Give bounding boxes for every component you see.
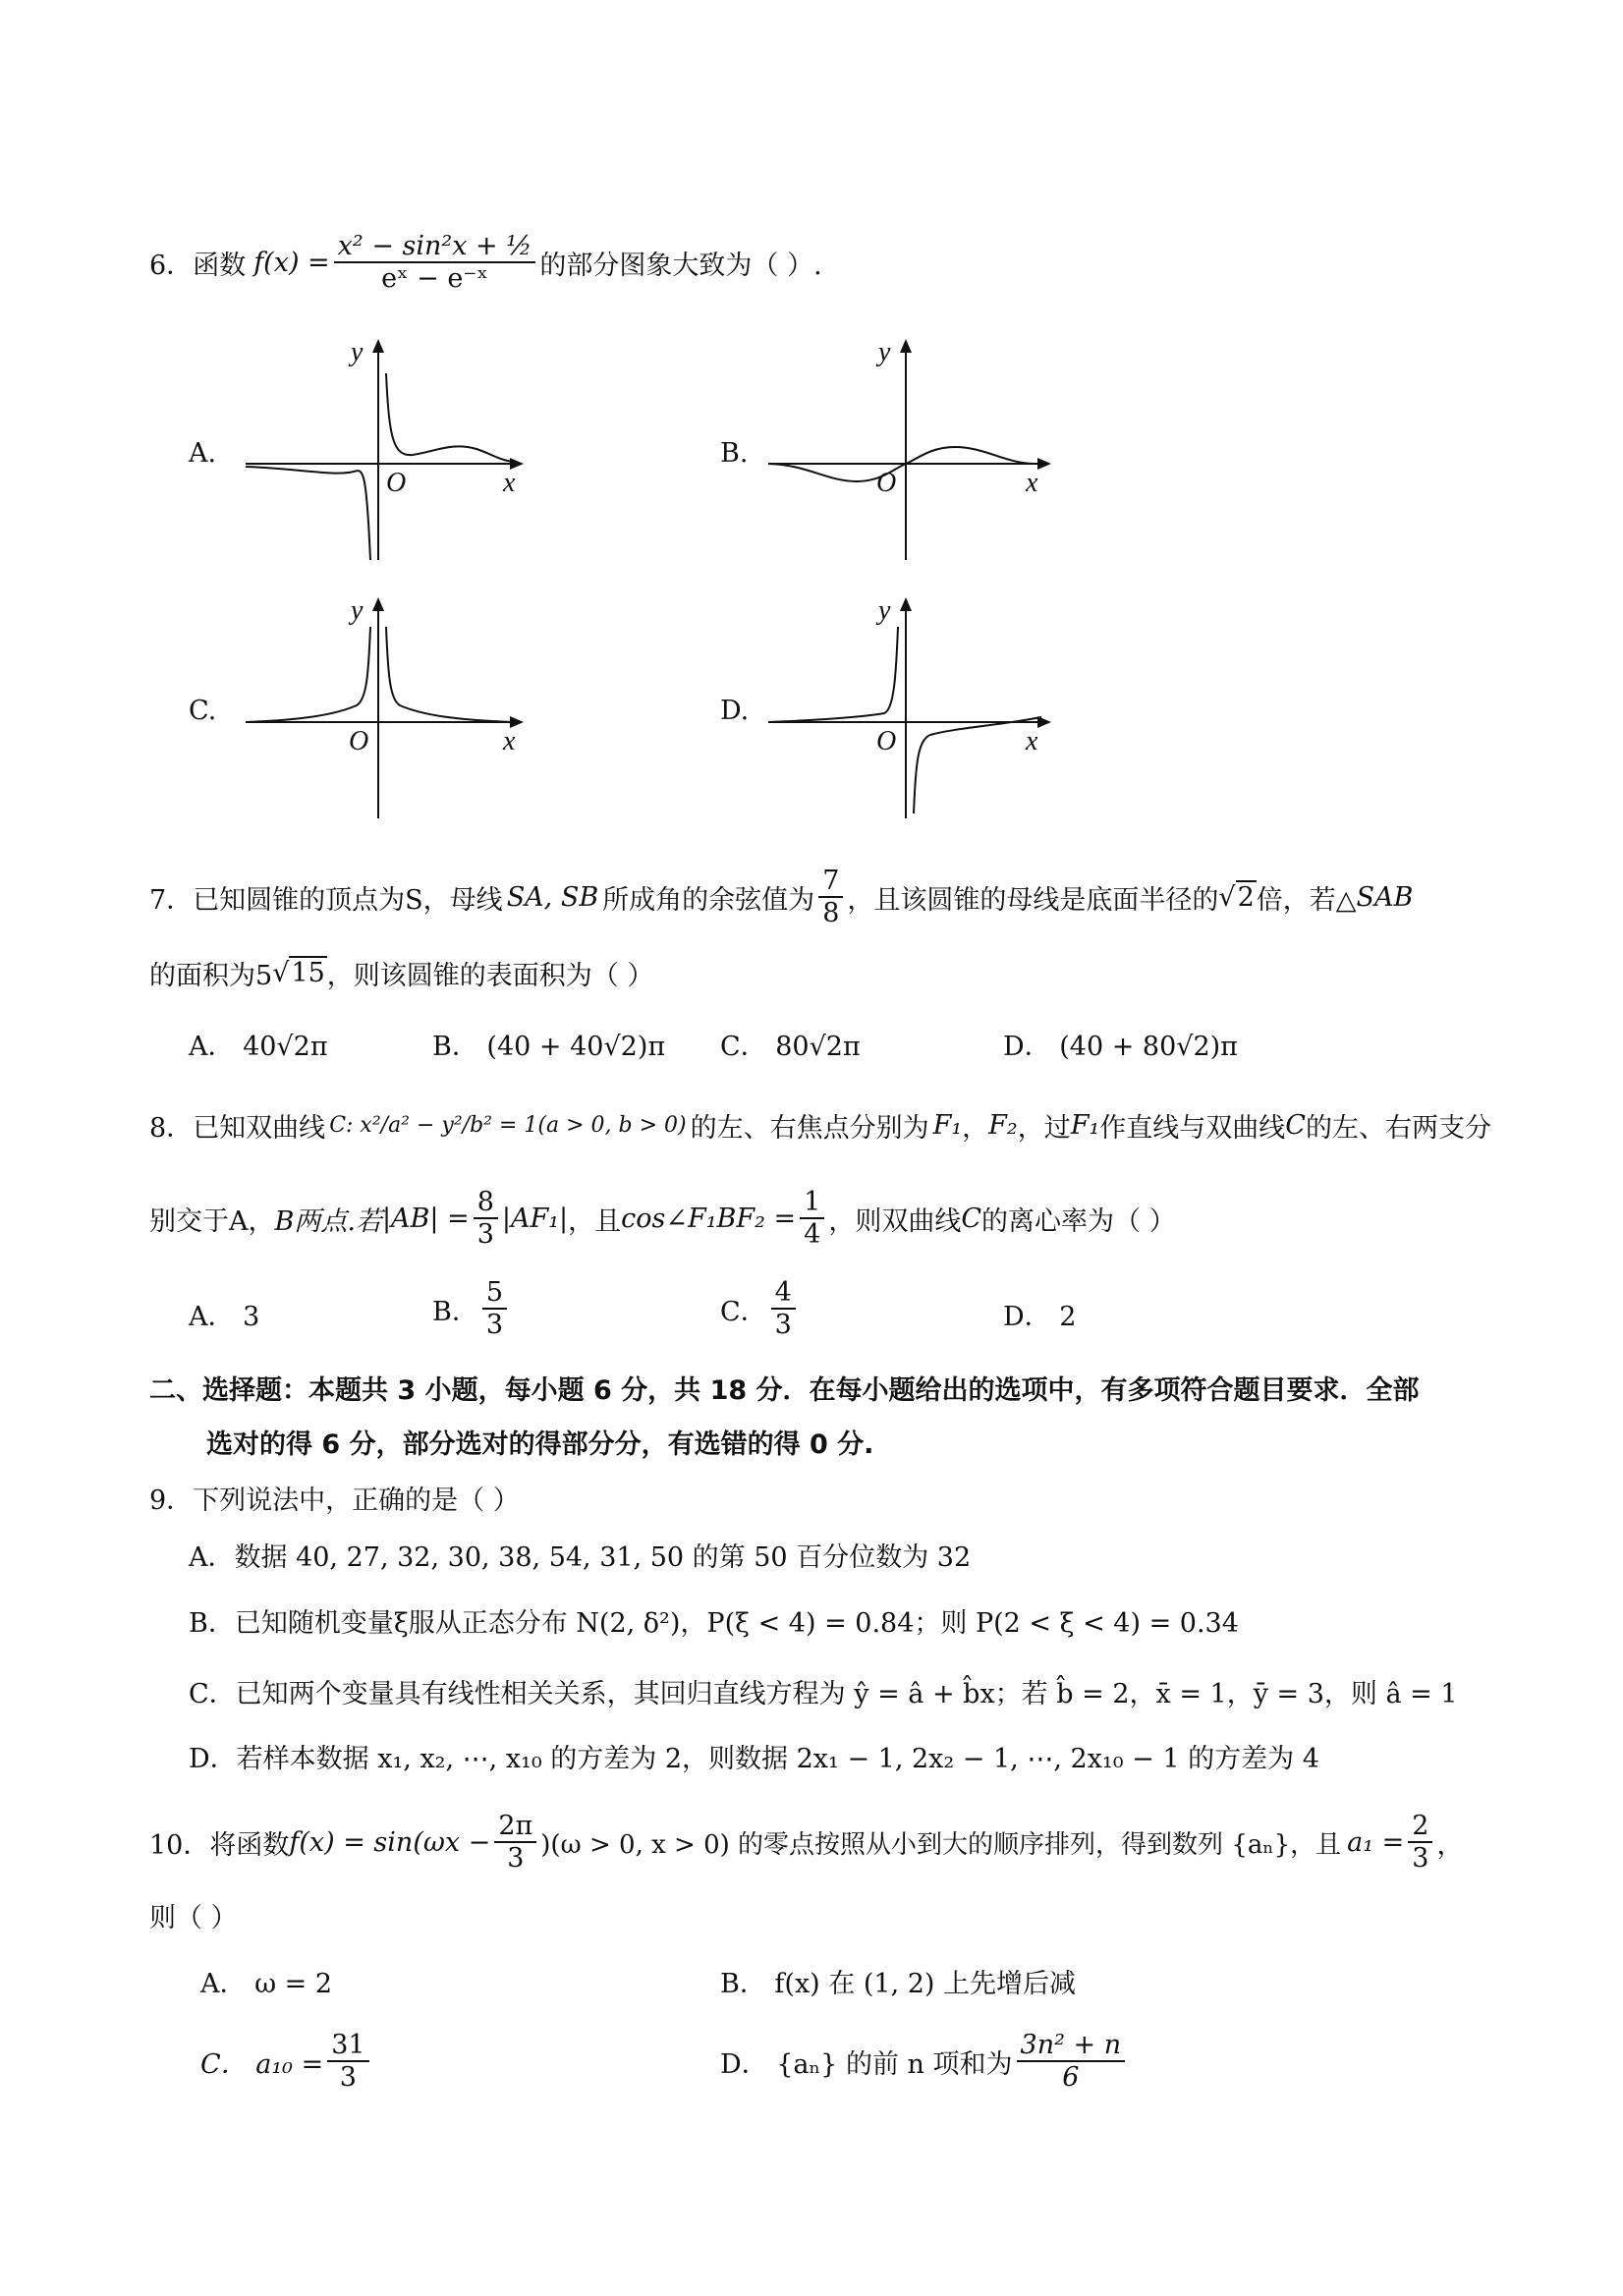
q10-pi-num: 2π (494, 1811, 536, 1843)
q10-a1-num: 2 (1408, 1811, 1432, 1843)
section2-line2: 选对的得 6 分，部分选对的得部分分，有选错的得 0 分. (206, 1429, 874, 1460)
q8-number: 8． (149, 1112, 194, 1144)
q8-hyperbola-equation: C: x²/a² − y²/b² = 1(a > 0, b > 0) (329, 1112, 687, 1138)
q8-option-b-label: B． (432, 1296, 478, 1327)
q8-text-e: 的左、右两支分 (1305, 1112, 1491, 1144)
q8-option-a: A． 3 (189, 1302, 260, 1332)
q6-numerator: x² − sin²x + ½ (334, 231, 536, 263)
q7-text-a: 已知圆锥的顶点为S，母线 (193, 884, 503, 916)
q7-text-f: ，则该圆锥的表面积为（ ） (326, 960, 654, 991)
q7-option-c: C． 80√2π (720, 1032, 861, 1062)
q8-option-c-label: C． (720, 1296, 767, 1327)
q8-text-c: ，过 (1017, 1112, 1071, 1144)
q8-text-i: ，则双曲线 (828, 1205, 962, 1237)
q10-option-c (200, 2026, 373, 2097)
q8-option-c-num: 4 (771, 1277, 796, 1310)
q10-option-d-label: D． {aₙ} 的前 n 项和为 (720, 2048, 1013, 2080)
q8-text-a: 已知双曲线 (193, 1112, 326, 1144)
q6-graph-c-y-label: y (351, 595, 364, 626)
q10-option-c-den: 3 (339, 2062, 357, 2093)
q6-prefix: 函数 (193, 250, 247, 281)
q7-option-a: A． 40√2π (189, 1032, 328, 1062)
q6-graph-a (241, 339, 535, 565)
q7-sqrt15: √15 (272, 957, 325, 988)
q10-pi-den: 3 (507, 1843, 525, 1874)
q9-option-a: A．数据 40, 27, 32, 30, 38, 54, 31, 50 的第 50 百分位数为 32 (189, 1542, 972, 1573)
q8-c2: C (961, 1203, 982, 1234)
q8-frac2 (800, 1187, 824, 1250)
q6-graph-d-x-label: x (1026, 726, 1038, 756)
q7-line1 (149, 863, 1413, 931)
q10-option-d (720, 2026, 1129, 2097)
q10-option-c-label: C． a₁₀ = (200, 2048, 324, 2080)
q9-stem: 9．下列说法中，正确的是（ ） (149, 1485, 520, 1516)
q10-a1-frac (1408, 1811, 1432, 1874)
q8-line1 (149, 1091, 1491, 1159)
q10-text-a: 10．将函数 (149, 1829, 290, 1861)
q6-graph-b-y-label: y (878, 337, 891, 367)
q8-text-g: B两点.若 (274, 1205, 382, 1237)
q7-number: 7． (149, 884, 194, 916)
q10-text-b: )(ω > 0, x > 0) 的零点按照从小到大的顺序排列，得到数列 {aₙ}，且 (540, 1829, 1342, 1860)
q10-option-c-frac (327, 2030, 368, 2093)
q7-sqrt2: √2 (1218, 881, 1255, 913)
q8-c: C (1285, 1109, 1306, 1141)
q6-stem (149, 218, 822, 307)
q6-number: 6． (149, 250, 194, 281)
q8-option-d: D． 2 (1003, 1302, 1077, 1332)
q8-option-c-frac (771, 1277, 796, 1340)
q8-option-b (432, 1277, 511, 1340)
q8-option-b-num: 5 (482, 1277, 507, 1310)
q8-options (189, 1277, 1171, 1346)
q8-frac2-den: 4 (804, 1219, 821, 1250)
q10-line1 (149, 1803, 1463, 1881)
q8-f1-b: F₁ (1070, 1109, 1100, 1141)
q7-text-b: 所成角的余弦值为 (602, 884, 815, 916)
q7-text-e: 的面积为5 (149, 960, 273, 991)
q8-option-c-den: 3 (774, 1310, 792, 1341)
q6-graph-b-x-label: x (1026, 468, 1038, 498)
q10-option-d-frac (1017, 2030, 1126, 2093)
q6-graph-d-y-label: y (878, 595, 891, 626)
q6-fraction (334, 231, 536, 294)
q9-option-c: C．已知两个变量具有线性相关关系，其回归直线方程为 ŷ = â + b̂x；若 b̂ = 2，x̄ = 1，ȳ = 3，则 â = 1 (189, 1679, 1458, 1709)
q6-graph-d (768, 597, 1063, 823)
q6-option-c-label: C. (189, 696, 217, 726)
q8-line2 (149, 1184, 1176, 1253)
q10-pi-frac (494, 1811, 536, 1874)
q8-ab: |AB| = (381, 1203, 470, 1234)
q8-option-b-frac (482, 1277, 507, 1340)
q8-f1: F₁ (932, 1109, 963, 1141)
q8-option-c (720, 1277, 800, 1340)
q7-option-d: D． (40 + 80√2)π (1003, 1032, 1238, 1062)
q8-text-j: 的离心率为（ ） (981, 1205, 1176, 1237)
q10-comma: ， (1436, 1829, 1464, 1861)
q8-option-b-den: 3 (485, 1310, 504, 1341)
q8-text-d: 作直线与双曲线 (1099, 1112, 1286, 1144)
q6-option-b-label: B. (720, 438, 749, 469)
q10-fx: f(x) = sin(ωx − (289, 1826, 491, 1858)
q6-graph-c-origin: O (349, 726, 369, 756)
q6-graph-a-y-label: y (351, 337, 364, 367)
q7-sa-sb: SA, SB (506, 881, 599, 913)
q8-text-h: ，且 (568, 1205, 622, 1237)
q10-option-a: A． ω = 2 (200, 1969, 333, 1999)
q6-suffix: 的部分图象大致为（ ）. (539, 250, 822, 281)
q6-graph-c (241, 597, 535, 823)
q9-option-d: D．若样本数据 x₁, x₂, ⋯, x₁₀ 的方差为 2，则数据 2x₁ − 1, 2x₂ − 1, ⋯, 2x₁₀ − 1 的方差为 4 (189, 1744, 1319, 1774)
q8-f2: F₂ (988, 1109, 1018, 1141)
q6-option-a-label: A. (189, 438, 217, 469)
q10-a1: a₁ = (1347, 1826, 1405, 1858)
q7-text-c: ，且该圆锥的母线是底面半径的 (847, 884, 1219, 916)
q10-option-b: B． f(x) 在 (1, 2) 上先增后减 (720, 1969, 1077, 1999)
q10-a1-den: 3 (1412, 1843, 1429, 1874)
q8-frac1-num: 8 (474, 1187, 498, 1219)
q6-graph-c-x-label: x (503, 726, 516, 756)
q7-frac-den: 8 (822, 898, 840, 928)
q10-option-d-num: 3n² + n (1017, 2030, 1126, 2062)
q7-text-d: 倍，若△ (1256, 884, 1357, 916)
q10-option-d-den: 6 (1062, 2062, 1080, 2093)
q6-graph-b (768, 339, 1063, 565)
q8-comma: ， (962, 1112, 989, 1144)
q6-graph-a-x-label: x (503, 468, 516, 498)
q8-frac1-den: 3 (476, 1219, 494, 1250)
q9-option-b: B．已知随机变量ξ服从正态分布 N(2, δ²)，P(ξ < 4) = 0.84；则 P(2 < ξ < 4) = 0.34 (189, 1608, 1239, 1639)
q8-text-b: 的左、右焦点分别为 (690, 1112, 929, 1144)
q8-af1: |AF₁| (501, 1203, 569, 1234)
q6-option-d-label: D. (720, 696, 750, 726)
q7-option-b: B． (40 + 40√2)π (432, 1032, 666, 1062)
q10-option-c-num: 31 (327, 2030, 368, 2062)
q8-cos: cos∠F₁BF₂ = (621, 1203, 797, 1234)
q7-cos-fraction (818, 866, 843, 928)
q8-frac1 (474, 1187, 498, 1250)
section2-line1: 二、选择题：本题共 3 小题，每小题 6 分，共 18 分．在每小题给出的选项中，有多项符合题目要求．全部 (149, 1375, 1420, 1406)
q6-graph-a-origin: O (386, 468, 407, 498)
q7-line2 (149, 951, 653, 994)
q6-denominator: eˣ − e⁻ˣ (381, 263, 488, 294)
q7-sab: SAB (1356, 881, 1414, 913)
q6-graph-d-origin: O (876, 726, 897, 756)
q8-text-f: 别交于A， (149, 1205, 275, 1237)
q7-frac-num: 7 (818, 866, 843, 898)
q6-fx: f(x) = (253, 247, 330, 278)
q8-frac2-num: 1 (800, 1187, 824, 1219)
q10-line2: 则（ ） (149, 1903, 238, 1933)
q6-graph-b-origin: O (876, 468, 897, 498)
